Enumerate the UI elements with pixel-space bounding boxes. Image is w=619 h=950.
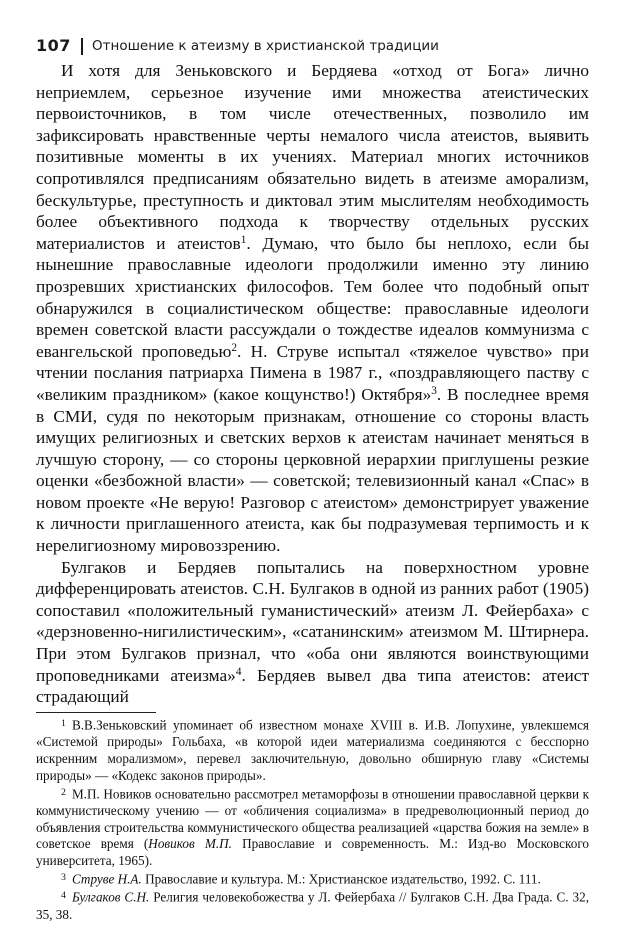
footnote-1 <box>36 716 589 785</box>
footnote-separator <box>36 712 156 713</box>
footnote-2-text-after: Православие и современность. М.: Изд-во Московского университета, 1965). <box>36 836 589 869</box>
footnote-3-text: Православие и культура. М.: Христианское издательство, 1992. С. 111. <box>141 871 541 887</box>
paragraph-1-part-1: И хотя для Зеньковского и Бердяева «отход от Бога» лично неприемлем, серьезное изучение ими множества атеистических первоисточников, в том числе отечественных, позволило им зафиксировать нравственные черты немалого числа атеистов, выявить позитивные моменты в их учениях. Материал многих источников сопротивлялся предписаниям обязательно видеть в атеизме аморализм, бескультурье, преступность и диктовал этим мыслителям необходимость более объективного подхода к творчеству отдельных русских материалистов и атеистов <box>36 61 589 253</box>
footnote-4-text: Религия человекобожества у Л. Фейербаха // Булгаков С.Н. Два Града. С. 32, 35, 38. <box>36 889 589 922</box>
running-header <box>36 36 596 58</box>
footnote-1-number: 1 <box>61 718 66 729</box>
footnote-4 <box>36 888 589 923</box>
paragraph-2 <box>36 557 589 708</box>
footnote-ref-4[interactable]: 4 <box>235 665 242 678</box>
footnote-2-author: Новиков М.П. <box>148 836 232 852</box>
footnote-3-author: Струве Н.А. <box>71 871 142 887</box>
running-title: Отношение к атеизму в христианской традиции <box>92 38 439 54</box>
footnote-2-text-before: М.П. Новиков основательно рассмотрел метаморфозы в отношении православной церкви к коммунистическому учению — от «обличения социализма» в предреволюционный период до объявления строительства коммунистического общества реализацией «царства божия на земле» в советское время ( <box>36 786 589 852</box>
footnote-2 <box>36 785 589 870</box>
paragraph-2-part-2: . Бердяев вывел два типа атеистов: атеист страдающий <box>36 665 590 707</box>
footnote-ref-3[interactable]: 3 <box>431 384 437 397</box>
footnote-3 <box>36 870 589 888</box>
footnote-1-text: В.В.Зеньковский упоминает об известном монахе XVIII в. И.В. Лопухине, увлекшемся «Системой природы» Гольбаха, «в которой идеи материализма соединяются с бесспорно искренним морализмом», перевел заключительную, довольно обширную главу «Системы природы» — «Кодекс законов природы». <box>36 717 589 783</box>
header-divider <box>81 38 83 55</box>
paragraph-1-part-2: . Думаю, что было бы неплохо, если бы нынешние православные идеологи продолжили именно эту линию прозревших христианских философов. Тем более что подобный опыт обнаружился в социалистическом обществе: православные идеологи времен советской власти рассуждали о тождестве идеалов коммунизма с евангельской проповедью <box>36 233 589 361</box>
footnote-ref-2[interactable]: 2 <box>231 341 238 354</box>
main-text <box>36 60 589 708</box>
footnote-2-number: 2 <box>61 786 66 798</box>
paragraph-1 <box>36 60 589 557</box>
paragraph-1-part-3: . Н. Струве испытал «тяжелое чувство» при чтении послания патриарха Пимена в 1987 г., «поздравляющего паству с «великим праздником» (какое кощунство!) Октября» <box>36 341 589 404</box>
paragraph-1-part-4: . В последнее время в СМИ, судя по некоторым признакам, отношение со стороны власть имущих религиозных и светских верхов к атеистам начинает меняться в лучшую сторону, — со стороны церковной иерархии приглушены резкие оценки «безбожной власти» — советской; телевизионный канал «Спас» в новом проекте «Не верую! Разговор с атеистом» демонстрирует уважение к личности приглашенного атеиста, как бы подразумевая терпимость и к нерелигиозному мировоззрению. <box>36 384 589 556</box>
footnote-3-number: 3 <box>61 872 66 884</box>
footnotes <box>36 716 589 923</box>
footnote-4-author: Булгаков С.Н. <box>71 889 150 905</box>
page-number: 107 <box>36 36 71 55</box>
footnote-ref-1[interactable]: 1 <box>240 233 247 246</box>
paragraph-2-part-1: Булгаков и Бердяев попытались на поверхностном уровне дифференцировать атеистов. С.Н. Булгаков в одной из ранних работ (1905) сопоставил «положительный гуманистический» атеизм Л. Фейербаха» с «дерзновенно-нигилистическим», «сатанинским» атеизмом М. Штирнера. При этом Булгаков признал, что «оба они являются воинствующими проповедниками атеизма» <box>36 557 589 685</box>
footnote-4-number: 4 <box>61 890 66 902</box>
